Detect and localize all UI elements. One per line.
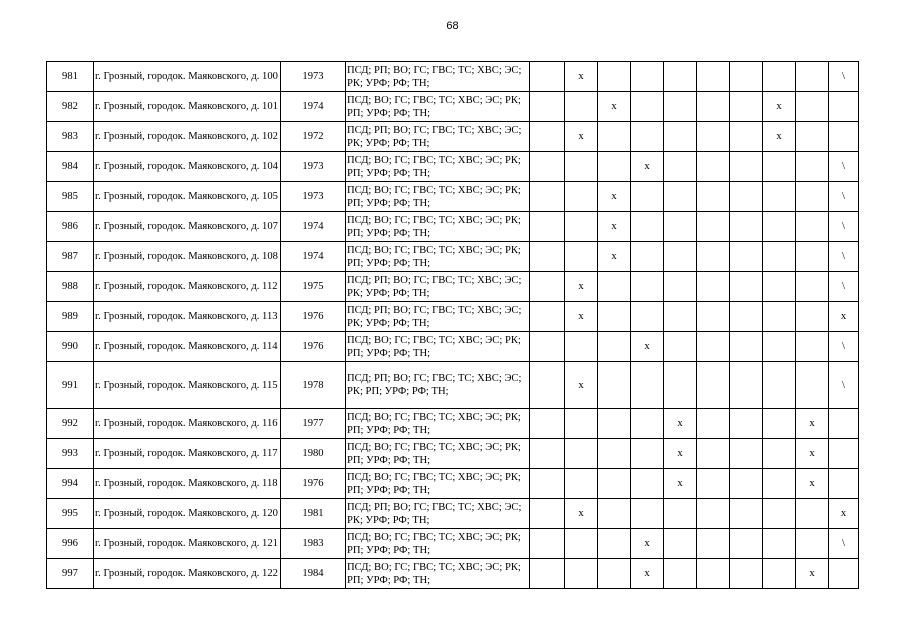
address-cell: г. Грозный, городок. Маяковского, д. 113 [94, 302, 281, 332]
mark-cell [565, 212, 598, 242]
mark-cell [697, 272, 730, 302]
services-cell: ПСД; ВО; ГС; ГВС; ТС; ХВС; ЭС; РК; РП; УРФ; РФ; ТН; [346, 212, 530, 242]
mark-cell [697, 122, 730, 152]
mark-cell: x [565, 122, 598, 152]
address-cell: г. Грозный, городок. Маяковского, д. 114 [94, 332, 281, 362]
address-cell: г. Грозный, городок. Маяковского, д. 108 [94, 242, 281, 272]
mark-cell [697, 362, 730, 409]
mark-cell: x [631, 559, 664, 589]
mark-cell [664, 92, 697, 122]
address-cell: г. Грозный, городок. Маяковского, д. 116 [94, 409, 281, 439]
mark-cell [598, 122, 631, 152]
services-cell: ПСД; ВО; ГС; ГВС; ТС; ХВС; ЭС; РК; РП; УРФ; РФ; ТН; [346, 409, 530, 439]
mark-cell [664, 182, 697, 212]
mark-cell [631, 272, 664, 302]
services-cell: ПСД; ВО; ГС; ГВС; ТС; ХВС; ЭС; РК; РП; УРФ; РФ; ТН; [346, 469, 530, 499]
year-built-cell: 1981 [281, 499, 346, 529]
mark-cell [598, 499, 631, 529]
mark-cell: \ [829, 242, 859, 272]
mark-cell: \ [829, 212, 859, 242]
mark-cell [664, 122, 697, 152]
mark-cell [530, 272, 565, 302]
mark-cell [697, 439, 730, 469]
mark-cell [697, 529, 730, 559]
mark-cell: x [829, 302, 859, 332]
mark-cell: x [631, 152, 664, 182]
mark-cell [530, 409, 565, 439]
services-cell: ПСД; РП; ВО; ГС; ГВС; ТС; ХВС; ЭС; РК; УРФ; РФ; ТН; [346, 499, 530, 529]
mark-cell [730, 122, 763, 152]
mark-cell [763, 62, 796, 92]
services-cell: ПСД; РП; ВО; ГС; ГВС; ТС; ХВС; ЭС; РК; УРФ; РФ; ТН; [346, 62, 530, 92]
mark-cell [530, 92, 565, 122]
table-row [47, 182, 859, 212]
row-number-cell: 996 [47, 529, 94, 559]
mark-cell [631, 62, 664, 92]
services-cell: ПСД; ВО; ГС; ГВС; ТС; ХВС; ЭС; РК; РП; УРФ; РФ; ТН; [346, 152, 530, 182]
address-cell: г. Грозный, городок. Маяковского, д. 122 [94, 559, 281, 589]
mark-cell [796, 332, 829, 362]
mark-cell [565, 409, 598, 439]
row-number-cell: 995 [47, 499, 94, 529]
services-cell: ПСД; РП; ВО; ГС; ГВС; ТС; ХВС; ЭС; РК; УРФ; РФ; ТН; [346, 122, 530, 152]
services-cell: ПСД; ВО; ГС; ГВС; ТС; ХВС; ЭС; РК; РП; УРФ; РФ; ТН; [346, 182, 530, 212]
mark-cell: x [598, 242, 631, 272]
year-built-cell: 1974 [281, 242, 346, 272]
mark-cell [631, 242, 664, 272]
row-number-cell: 992 [47, 409, 94, 439]
mark-cell [598, 409, 631, 439]
year-built-cell: 1974 [281, 92, 346, 122]
year-built-cell: 1983 [281, 529, 346, 559]
mark-cell [763, 559, 796, 589]
mark-cell [697, 469, 730, 499]
mark-cell [565, 559, 598, 589]
mark-cell [697, 242, 730, 272]
mark-cell [763, 499, 796, 529]
mark-cell [664, 152, 697, 182]
table-row [47, 212, 859, 242]
row-number-cell: 991 [47, 362, 94, 409]
table-row [47, 62, 859, 92]
mark-cell [730, 529, 763, 559]
mark-cell [664, 242, 697, 272]
mark-cell [530, 62, 565, 92]
mark-cell [796, 92, 829, 122]
mark-cell: x [763, 92, 796, 122]
mark-cell [796, 122, 829, 152]
mark-cell: x [664, 409, 697, 439]
mark-cell [829, 559, 859, 589]
mark-cell [730, 152, 763, 182]
mark-cell [796, 499, 829, 529]
mark-cell [598, 152, 631, 182]
mark-cell [763, 332, 796, 362]
year-built-cell: 1976 [281, 332, 346, 362]
mark-cell: \ [829, 182, 859, 212]
mark-cell: x [598, 212, 631, 242]
mark-cell [730, 62, 763, 92]
address-cell: г. Грозный, городок. Маяковского, д. 100 [94, 62, 281, 92]
mark-cell: \ [829, 152, 859, 182]
mark-cell [664, 559, 697, 589]
mark-cell: x [829, 499, 859, 529]
mark-cell [530, 332, 565, 362]
mark-cell [829, 122, 859, 152]
mark-cell [631, 409, 664, 439]
row-number-cell: 990 [47, 332, 94, 362]
table-row [47, 469, 859, 499]
mark-cell [565, 182, 598, 212]
address-cell: г. Грозный, городок. Маяковского, д. 120 [94, 499, 281, 529]
mark-cell [664, 529, 697, 559]
table-row [47, 559, 859, 589]
mark-cell: x [796, 409, 829, 439]
services-cell: ПСД; РП; ВО; ГС; ГВС; ТС; ХВС; ЭС; РК; РП; УРФ; РФ; ТН; [346, 362, 530, 409]
mark-cell [730, 409, 763, 439]
mark-cell [530, 122, 565, 152]
mark-cell: \ [829, 332, 859, 362]
mark-cell [598, 62, 631, 92]
mark-cell [598, 362, 631, 409]
mark-cell [796, 242, 829, 272]
address-cell: г. Грозный, городок. Маяковского, д. 121 [94, 529, 281, 559]
mark-cell [598, 559, 631, 589]
mark-cell [796, 152, 829, 182]
table-row [47, 332, 859, 362]
table-row [47, 409, 859, 439]
mark-cell [763, 409, 796, 439]
mark-cell [730, 182, 763, 212]
mark-cell [664, 62, 697, 92]
address-cell: г. Грозный, городок. Маяковского, д. 105 [94, 182, 281, 212]
mark-cell [631, 92, 664, 122]
row-number-cell: 994 [47, 469, 94, 499]
mark-cell [565, 92, 598, 122]
mark-cell [730, 212, 763, 242]
mark-cell [631, 499, 664, 529]
table-row [47, 529, 859, 559]
year-built-cell: 1976 [281, 469, 346, 499]
mark-cell [796, 529, 829, 559]
table-row [47, 302, 859, 332]
mark-cell: x [598, 92, 631, 122]
mark-cell [697, 62, 730, 92]
mark-cell [565, 529, 598, 559]
mark-cell [697, 302, 730, 332]
table-row [47, 362, 859, 409]
row-number-cell: 997 [47, 559, 94, 589]
mark-cell: \ [829, 529, 859, 559]
mark-cell: x [565, 499, 598, 529]
mark-cell [697, 409, 730, 439]
row-number-cell: 982 [47, 92, 94, 122]
mark-cell [631, 302, 664, 332]
mark-cell: x [664, 469, 697, 499]
mark-cell [631, 182, 664, 212]
year-built-cell: 1975 [281, 272, 346, 302]
address-cell: г. Грозный, городок. Маяковского, д. 104 [94, 152, 281, 182]
services-cell: ПСД; ВО; ГС; ГВС; ТС; ХВС; ЭС; РК; РП; УРФ; РФ; ТН; [346, 559, 530, 589]
mark-cell [565, 152, 598, 182]
mark-cell [763, 302, 796, 332]
mark-cell [565, 332, 598, 362]
mark-cell [796, 302, 829, 332]
mark-cell [763, 272, 796, 302]
mark-cell [664, 332, 697, 362]
mark-cell [631, 212, 664, 242]
year-built-cell: 1984 [281, 559, 346, 589]
mark-cell [796, 272, 829, 302]
mark-cell: x [565, 62, 598, 92]
services-cell: ПСД; ВО; ГС; ГВС; ТС; ХВС; ЭС; РК; РП; УРФ; РФ; ТН; [346, 439, 530, 469]
row-number-cell: 984 [47, 152, 94, 182]
mark-cell [730, 439, 763, 469]
address-cell: г. Грозный, городок. Маяковского, д. 118 [94, 469, 281, 499]
mark-cell: x [565, 302, 598, 332]
mark-cell [664, 302, 697, 332]
mark-cell [796, 182, 829, 212]
housing-registry-table [46, 61, 859, 589]
mark-cell [763, 529, 796, 559]
mark-cell [829, 439, 859, 469]
mark-cell: x [796, 469, 829, 499]
year-built-cell: 1973 [281, 152, 346, 182]
mark-cell [697, 152, 730, 182]
mark-cell [664, 212, 697, 242]
mark-cell [796, 62, 829, 92]
mark-cell [598, 469, 631, 499]
mark-cell: x [565, 362, 598, 409]
mark-cell [598, 529, 631, 559]
mark-cell [530, 439, 565, 469]
address-cell: г. Грозный, городок. Маяковского, д. 101 [94, 92, 281, 122]
address-cell: г. Грозный, городок. Маяковского, д. 112 [94, 272, 281, 302]
mark-cell [631, 362, 664, 409]
table-row [47, 92, 859, 122]
mark-cell [829, 469, 859, 499]
year-built-cell: 1974 [281, 212, 346, 242]
mark-cell [530, 212, 565, 242]
mark-cell: \ [829, 272, 859, 302]
mark-cell [763, 212, 796, 242]
row-number-cell: 985 [47, 182, 94, 212]
mark-cell [598, 302, 631, 332]
mark-cell [530, 362, 565, 409]
year-built-cell: 1980 [281, 439, 346, 469]
year-built-cell: 1977 [281, 409, 346, 439]
mark-cell [631, 439, 664, 469]
mark-cell [631, 122, 664, 152]
mark-cell [763, 362, 796, 409]
mark-cell [598, 439, 631, 469]
mark-cell [530, 529, 565, 559]
mark-cell [664, 272, 697, 302]
mark-cell: x [631, 529, 664, 559]
row-number-cell: 986 [47, 212, 94, 242]
year-built-cell: 1973 [281, 182, 346, 212]
mark-cell [664, 362, 697, 409]
mark-cell [829, 409, 859, 439]
mark-cell [530, 302, 565, 332]
mark-cell [697, 92, 730, 122]
mark-cell: x [664, 439, 697, 469]
mark-cell [763, 152, 796, 182]
year-built-cell: 1976 [281, 302, 346, 332]
mark-cell [697, 182, 730, 212]
mark-cell [763, 439, 796, 469]
mark-cell [763, 469, 796, 499]
mark-cell [530, 182, 565, 212]
table-row [47, 499, 859, 529]
services-cell: ПСД; ВО; ГС; ГВС; ТС; ХВС; ЭС; РК; РП; УРФ; РФ; ТН; [346, 242, 530, 272]
row-number-cell: 987 [47, 242, 94, 272]
mark-cell [730, 242, 763, 272]
table-row [47, 122, 859, 152]
mark-cell [763, 242, 796, 272]
mark-cell [565, 469, 598, 499]
mark-cell [530, 469, 565, 499]
mark-cell: x [796, 439, 829, 469]
row-number-cell: 983 [47, 122, 94, 152]
table-row [47, 272, 859, 302]
year-built-cell: 1973 [281, 62, 346, 92]
mark-cell: x [796, 559, 829, 589]
mark-cell: x [598, 182, 631, 212]
mark-cell [730, 559, 763, 589]
table-body [47, 62, 859, 589]
address-cell: г. Грозный, городок. Маяковского, д. 102 [94, 122, 281, 152]
mark-cell: \ [829, 362, 859, 409]
mark-cell [530, 499, 565, 529]
mark-cell [631, 469, 664, 499]
mark-cell [530, 152, 565, 182]
services-cell: ПСД; РП; ВО; ГС; ГВС; ТС; ХВС; ЭС; РК; УРФ; РФ; ТН; [346, 272, 530, 302]
mark-cell [598, 272, 631, 302]
mark-cell [763, 182, 796, 212]
mark-cell [730, 469, 763, 499]
mark-cell [730, 332, 763, 362]
mark-cell [565, 439, 598, 469]
row-number-cell: 981 [47, 62, 94, 92]
services-cell: ПСД; ВО; ГС; ГВС; ТС; ХВС; ЭС; РК; РП; УРФ; РФ; ТН; [346, 92, 530, 122]
services-cell: ПСД; ВО; ГС; ГВС; ТС; ХВС; ЭС; РК; РП; УРФ; РФ; ТН; [346, 529, 530, 559]
mark-cell [530, 242, 565, 272]
mark-cell [796, 212, 829, 242]
table-row [47, 242, 859, 272]
mark-cell [730, 302, 763, 332]
mark-cell [598, 332, 631, 362]
mark-cell [697, 212, 730, 242]
mark-cell: x [565, 272, 598, 302]
mark-cell [697, 559, 730, 589]
mark-cell: x [763, 122, 796, 152]
page-number: 68 [446, 20, 459, 32]
address-cell: г. Грозный, городок. Маяковского, д. 107 [94, 212, 281, 242]
mark-cell [697, 332, 730, 362]
mark-cell [664, 499, 697, 529]
mark-cell [530, 559, 565, 589]
table-row [47, 439, 859, 469]
services-cell: ПСД; РП; ВО; ГС; ГВС; ТС; ХВС; ЭС; РК; УРФ; РФ; ТН; [346, 302, 530, 332]
address-cell: г. Грозный, городок. Маяковского, д. 115 [94, 362, 281, 409]
row-number-cell: 993 [47, 439, 94, 469]
mark-cell [730, 362, 763, 409]
year-built-cell: 1978 [281, 362, 346, 409]
services-cell: ПСД; ВО; ГС; ГВС; ТС; ХВС; ЭС; РК; РП; УРФ; РФ; ТН; [346, 332, 530, 362]
mark-cell [565, 242, 598, 272]
row-number-cell: 989 [47, 302, 94, 332]
address-cell: г. Грозный, городок. Маяковского, д. 117 [94, 439, 281, 469]
year-built-cell: 1972 [281, 122, 346, 152]
mark-cell [829, 92, 859, 122]
mark-cell: x [631, 332, 664, 362]
mark-cell: \ [829, 62, 859, 92]
mark-cell [730, 272, 763, 302]
mark-cell [796, 362, 829, 409]
row-number-cell: 988 [47, 272, 94, 302]
mark-cell [697, 499, 730, 529]
table-row [47, 152, 859, 182]
mark-cell [730, 499, 763, 529]
mark-cell [730, 92, 763, 122]
